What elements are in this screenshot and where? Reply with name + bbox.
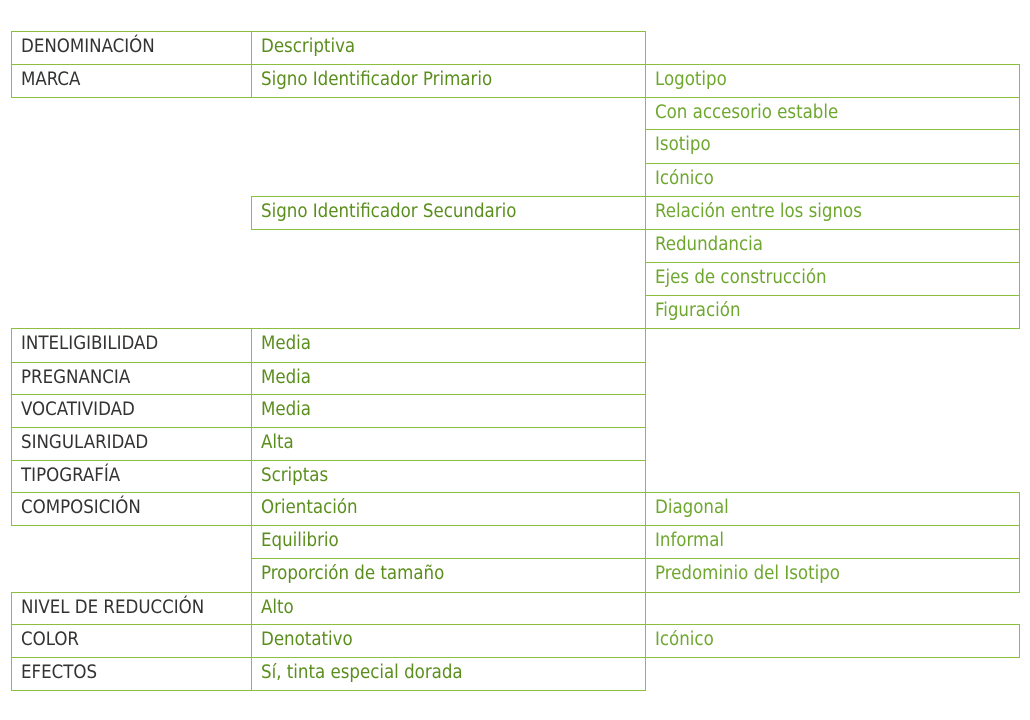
cell-detail: Predominio del Isotipo (645, 558, 1020, 593)
cell-label: EFECTOS (11, 657, 252, 691)
cell-label: TIPOGRAFÍA (11, 460, 252, 493)
cell-detail: Informal (645, 525, 1020, 559)
cell-detail: Logotipo (645, 64, 1020, 98)
cell-detail: Redundancia (645, 229, 1020, 263)
cell-label: INTELIGIBILIDAD (11, 328, 252, 363)
cell-value: Alta (251, 427, 646, 461)
cell-value: Media (251, 362, 646, 395)
cell-value: Descriptiva (251, 31, 646, 65)
cell-value: Signo Identificador Secundario (251, 196, 646, 230)
cell-detail: Ejes de construcción (645, 262, 1020, 296)
cell-label: COLOR (11, 624, 252, 658)
cell-detail: Diagonal (645, 492, 1020, 526)
cell-label: DENOMINACIÓN (11, 31, 252, 65)
cell-detail: Icónico (645, 624, 1020, 658)
cell-value: Equilibrio (251, 525, 646, 559)
cell-label: VOCATIVIDAD (11, 394, 252, 428)
cell-detail: Isotipo (645, 129, 1020, 164)
cell-value: Sí, tinta especial dorada (251, 657, 646, 691)
cell-detail: Con accesorio estable (645, 97, 1020, 130)
cell-label: PREGNANCIA (11, 362, 252, 395)
cell-value: Alto (251, 592, 646, 625)
cell-value: Signo Identificador Primario (251, 64, 646, 98)
cell-value: Media (251, 394, 646, 428)
cell-label: COMPOSICIÓN (11, 492, 252, 526)
cell-detail: Icónico (645, 163, 1020, 197)
cell-label: MARCA (11, 64, 252, 98)
cell-value: Scriptas (251, 460, 646, 493)
cell-value: Media (251, 328, 646, 363)
cell-label: NIVEL DE REDUCCIÓN (11, 592, 252, 625)
cell-value: Orientación (251, 492, 646, 526)
cell-value: Proporción de tamaño (251, 558, 646, 593)
cell-label: SINGULARIDAD (11, 427, 252, 461)
cell-detail: Figuración (645, 295, 1020, 329)
cell-detail: Relación entre los signos (645, 196, 1020, 230)
cell-value: Denotativo (251, 624, 646, 658)
